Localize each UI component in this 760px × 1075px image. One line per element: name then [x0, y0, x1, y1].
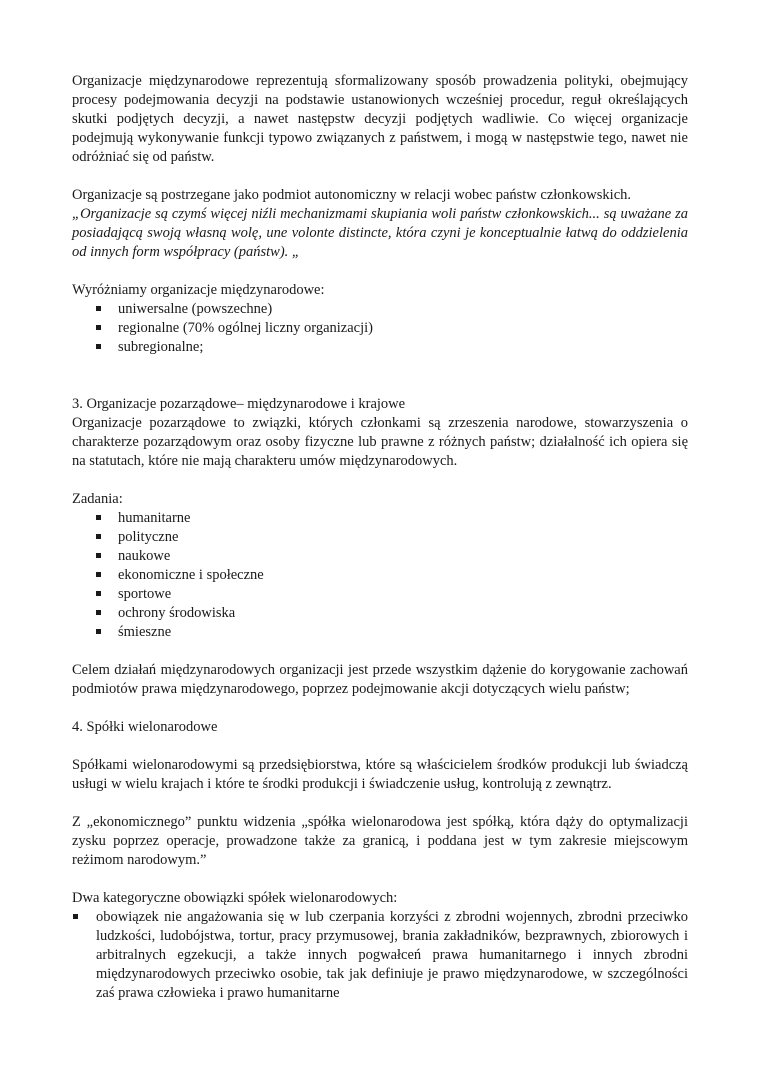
autonomy-statement: Organizacje są postrzegane jako podmiot autonomiczny w relacji wobec państw członkowskich.: [72, 187, 632, 203]
goal-paragraph: Celem działań międzynarodowych organizacji jest przede wszystkim dążenie do korygowanie zachowań podmiotów prawa międzynarodowego, poprzez podejmowanie akcji dotyczących wielu państw;: [72, 662, 688, 697]
list-item: subregionalne;: [72, 338, 688, 357]
section-4-heading: 4. Spółki wielonarodowe: [72, 719, 218, 735]
spacer: [72, 167, 688, 186]
list-item: polityczne: [72, 528, 688, 547]
spacer: [72, 642, 688, 661]
list-item: uniwersalne (powszechne): [72, 300, 688, 319]
list-item: obowiązek nie angażowania się w lub czerpania korzyści z zbrodni wojennych, zbrodni przeciwko ludzkości, ludobójstwa, tortur, pracy przymusowej, brania zakładników, bezprawnych, zbiorowych i arbitralnych egzekucji, a także innych pogwałceń prawa humanitarnego i innych zbrodni międzynarodowych przeciwko osobie, tak jak definiuje je prawo międzynarodowe, w szczególności zaś prawa człowieka i prawo humanitarne: [72, 908, 688, 1003]
list-item: ekonomiczne i społeczne: [72, 566, 688, 585]
section-3-heading: 3. Organizacje pozarządowe– międzynarodowe i krajowe: [72, 396, 406, 412]
list-item: śmieszne: [72, 623, 688, 642]
section-4-economic-view: Z „ekonomicznego” punktu widzenia „spółka wielonarodowa jest spółką, która dąży do optymalizacji zysku poprzez operacje, prowadzone także za granicą, i poddana jest w tym zakresie miejscowym reżimom narodowym.”: [72, 814, 688, 868]
duties-list: [72, 908, 688, 1003]
list-item: sportowe: [72, 585, 688, 604]
section-4-definition: Spółkami wielonarodowymi są przedsiębiorstwa, które są właścicielem środków produkcji lub świadczą usługi w wielu krajach i które te środki produkcji i świadczenie usług, kontrolują z zewnątrz.: [72, 757, 688, 792]
types-list: [72, 300, 688, 357]
intro-paragraph: Organizacje międzynarodowe reprezentują sformalizowany sposób prowadzenia polityki, obejmujący procesy podejmowania decyzji na podstawie ustanowionych wcześniej procedur, reguł określających skutki podjętych decyzji, a nawet następstw decyzji podjętych wadliwie. Co więcej organizacje podejmują wykonywanie funkcji typowo związanych z państwem, i mogą w następstwie tego, nawet nie odróżniać się od państw.: [72, 73, 688, 165]
spacer: [72, 870, 688, 889]
list-item: naukowe: [72, 547, 688, 566]
document-page: [72, 72, 688, 1003]
types-intro: Wyróżniamy organizacje międzynarodowe:: [72, 282, 325, 298]
spacer: [72, 357, 688, 395]
section-3-paragraph: Organizacje pozarządowe to związki, których członkami są zrzeszenia narodowe, stowarzyszenia o charakterze pozarządowym oraz osoby fizyczne lub prawne z różnych państw; działalność ich opiera się na statutach, które nie mają charakteru umów międzynarodowych.: [72, 415, 688, 469]
duties-intro: Dwa kategoryczne obowiązki spółek wielonarodowych:: [72, 890, 398, 906]
spacer: [72, 471, 688, 490]
tasks-intro: Zadania:: [72, 491, 123, 507]
autonomy-quote: „Organizacje są czymś więcej niźli mechanizmami skupiania woli państw członkowskich... są uważane za posiadającą swoją własną wolę, une volonte distincte, która czyni je konceptualnie łatwą do oddzielenia od innych form współpracy (państw). „: [72, 206, 688, 260]
tasks-list: [72, 509, 688, 642]
list-item: humanitarne: [72, 509, 688, 528]
list-item: regionalne (70% ogólnej liczny organizacji): [72, 319, 688, 338]
spacer: [72, 794, 688, 813]
spacer: [72, 699, 688, 718]
list-item: ochrony środowiska: [72, 604, 688, 623]
autonomy-paragraph: [72, 186, 688, 262]
spacer: [72, 737, 688, 756]
spacer: [72, 262, 688, 281]
